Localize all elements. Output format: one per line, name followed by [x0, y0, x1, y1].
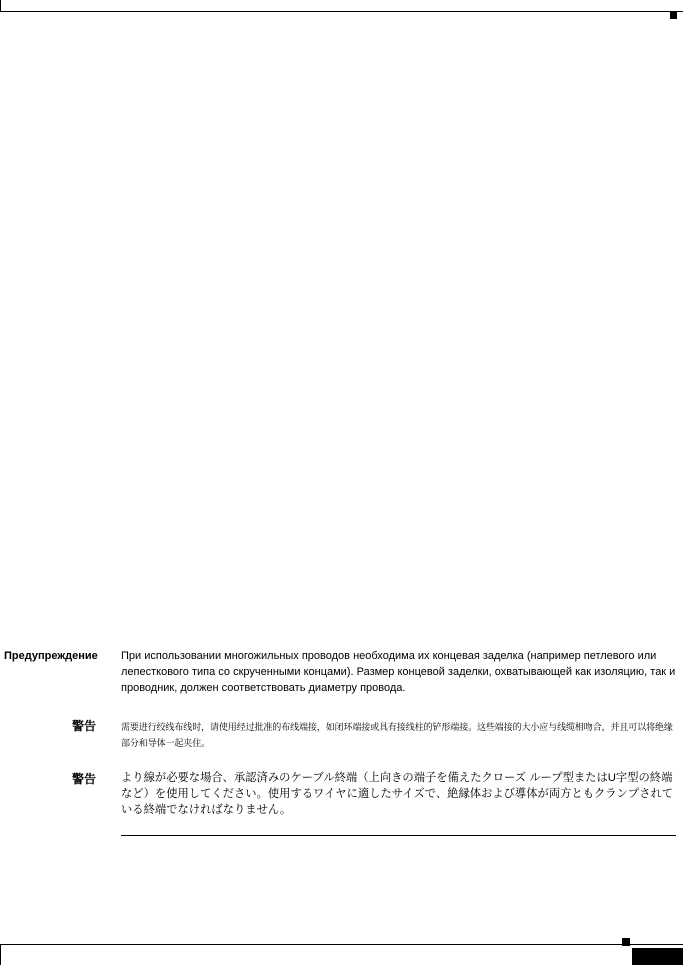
- warning-label: Предупреждение: [4, 650, 98, 662]
- warning-text: 需要进行绞线布线时，请使用经过批准的布线端接，如闭环端接或具有接线柱的铲形端接。这些端接的大小应与线缆相吻合，并且可以将绝缘部分和导体一起夹住。: [121, 722, 673, 748]
- header-corner-mark: [670, 12, 677, 19]
- footer-rule: [0, 944, 683, 945]
- page-number-tab: [632, 948, 683, 965]
- warning-text: より線が必要な場合、承認済みのケーブル終端（上向きの端子を備えたクローズ ループ型またはU字型の終端など）を使用してください。使用するワイヤに適したサイズで、絶縁体および導体が両方ともクランプされている終端でなければなりません。: [121, 772, 674, 816]
- header-rule: [0, 11, 683, 12]
- warning-text: При использовании многожильных проводов необходима их концевая заделка (например петлевого или лепесткового типа со скрученными концами). Размер концевой заделки, охватывающей как изоляцию, так и проводник, должен соответствовать диаметру провода.: [121, 650, 676, 694]
- bottom-left-tick: [0, 944, 1, 965]
- section-end-rule: [121, 835, 676, 836]
- warning-label: 警告: [72, 719, 97, 733]
- warning-label: 警告: [72, 772, 97, 786]
